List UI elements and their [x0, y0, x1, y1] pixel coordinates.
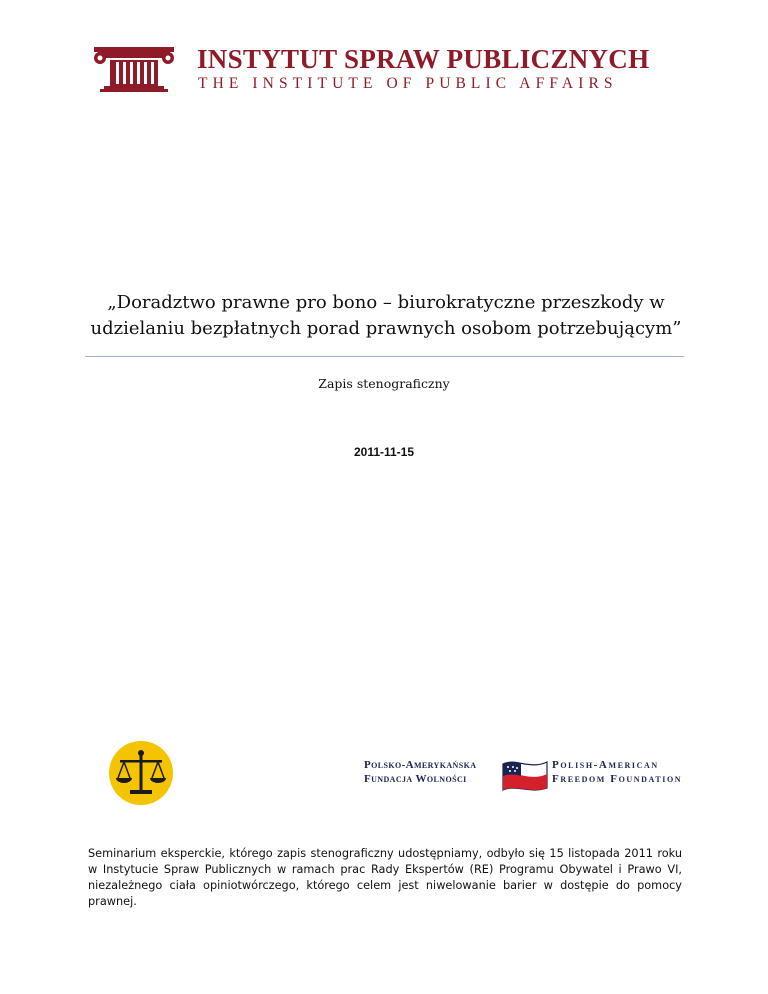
seminar-description: Seminarium eksperckie, którego zapis stenograficzny udostępniamy, odbyło się 15 listopada 2011 roku w Instytucie Spraw Publicznych w ramach prac Rady Ekspertów (RE) Programu Obywatel i Prawo VI, niezależnego ciała opiniotwórczego, którego celem jest niwelowanie barier w dostępie do pomocy prawnej. — [88, 847, 682, 908]
document-date: 2011-11-15 — [353, 445, 415, 459]
scales-of-justice-icon — [108, 740, 174, 806]
document-subtitle: Zapis stenograficzny — [318, 376, 450, 391]
title-line-1: „Doradztwo prawne pro bono – biurokratyczne przeszkody w — [107, 292, 665, 313]
foundation-name-pl: Polsko-Amerykańska Fundacja Wolności — [364, 759, 477, 785]
foundation-logo — [364, 758, 682, 794]
title-divider — [85, 356, 684, 357]
title-line-2: udzielaniu bezpłatnych porad prawnych osobom potrzebującym” — [90, 318, 682, 339]
flag-icon — [501, 758, 549, 792]
pillar-icon — [94, 44, 176, 92]
institute-logo — [94, 44, 650, 92]
document-title — [60, 290, 712, 342]
foundation-name-en: Polish-American Freedom Foundation — [552, 759, 683, 785]
org-name-pl: INSTYTUT SPRAW PUBLICZNYCH — [197, 44, 650, 74]
org-name-en: THE INSTITUTE OF PUBLIC AFFAIRS — [198, 75, 618, 92]
